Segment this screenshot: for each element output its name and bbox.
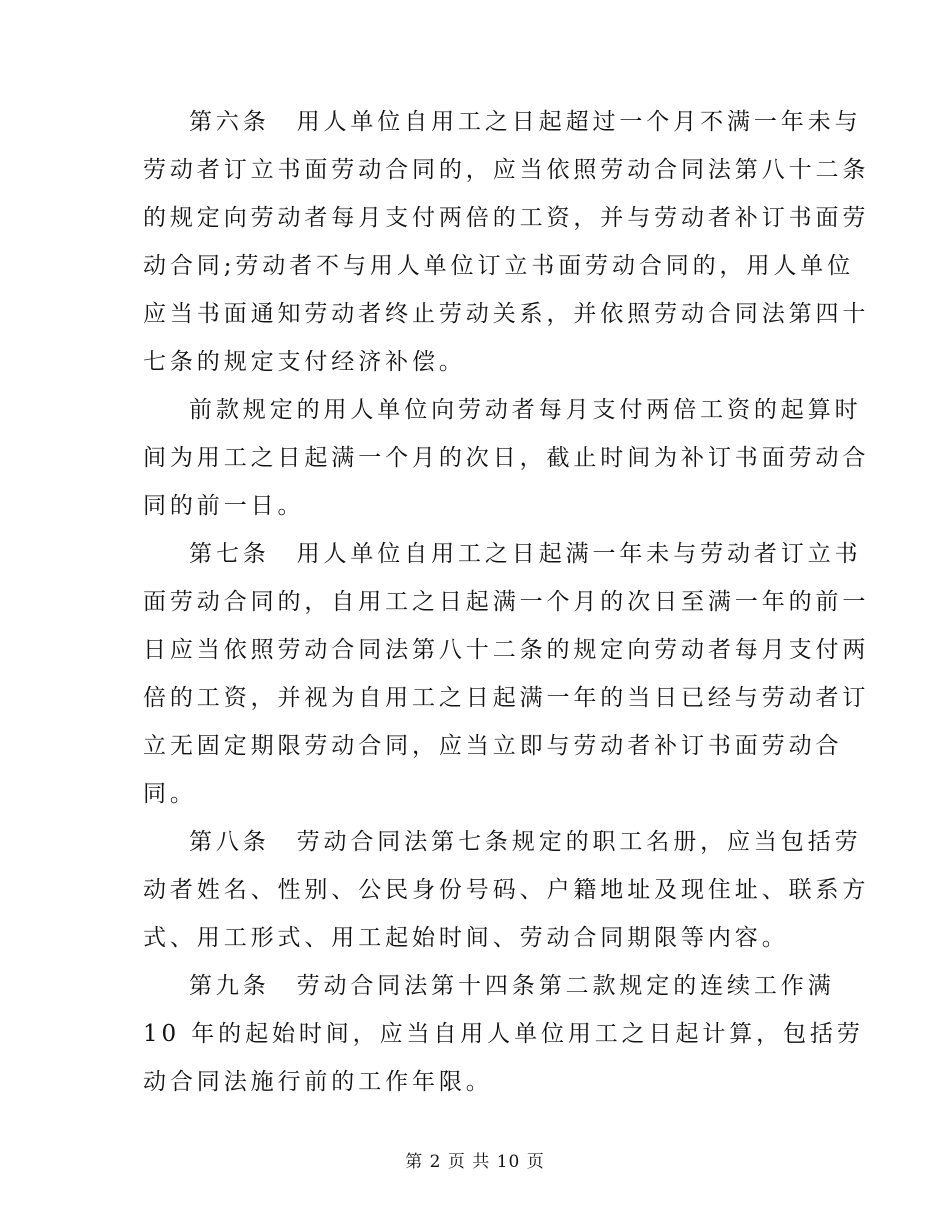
paragraph-line: 第九条 劳动合同法第十四条第二款规定的连续工作满 [189, 973, 835, 999]
paragraph-line: 劳动者订立书面劳动合同的，应当依照劳动合同法第八十二条 [143, 157, 870, 183]
paragraph-line: 第七条 用人单位自用工之日起满一年未与劳动者订立书 [189, 541, 862, 567]
paragraph-line: 动合同;劳动者不与用人单位订立书面劳动合同的，用人单位 [143, 253, 855, 279]
paragraph-line: 10 年的起始时间，应当自用人单位用工之日起计算，包括劳 [143, 1021, 864, 1047]
paragraph-line: 倍的工资，并视为自用工之日起满一年的当日已经与劳动者订 [143, 685, 870, 711]
paragraph-line: 动合同法施行前的工作年限。 [143, 1069, 493, 1095]
paragraph-line: 的规定向劳动者每月支付两倍的工资，并与劳动者补订书面劳 [143, 205, 870, 231]
paragraph-line: 立无固定期限劳动合同，应当立即与劳动者补订书面劳动合 [143, 733, 843, 759]
paragraph-line: 第八条 劳动合同法第七条规定的职工名册，应当包括劳 [189, 829, 862, 855]
paragraph-line: 间为用工之日起满一个月的次日，截止时间为补订书面劳动合 [143, 445, 870, 471]
paragraph-line: 应当书面通知劳动者终止劳动关系，并依照劳动合同法第四十 [143, 301, 870, 327]
paragraph-line: 面劳动合同的，自用工之日起满一个月的次日至满一年的前一 [143, 589, 870, 615]
paragraph-line: 前款规定的用人单位向劳动者每月支付两倍工资的起算时 [189, 397, 862, 423]
paragraph-line: 同的前一日。 [143, 493, 305, 519]
paragraph-line: 同。 [143, 781, 197, 807]
paragraph-line: 第六条 用人单位自用工之日起超过一个月不满一年未与 [189, 109, 862, 135]
paragraph-line: 七条的规定支付经济补偿。 [143, 349, 466, 375]
paragraph-line: 式、用工形式、用工起始时间、劳动合同期限等内容。 [143, 925, 789, 951]
page-number-footer: 第 2 页 共 10 页 [405, 1152, 545, 1172]
paragraph-line: 动者姓名、性别、公民身份号码、户籍地址及现住址、联系方 [143, 877, 870, 903]
paragraph-line: 日应当依照劳动合同法第八十二条的规定向劳动者每月支付两 [143, 637, 870, 663]
